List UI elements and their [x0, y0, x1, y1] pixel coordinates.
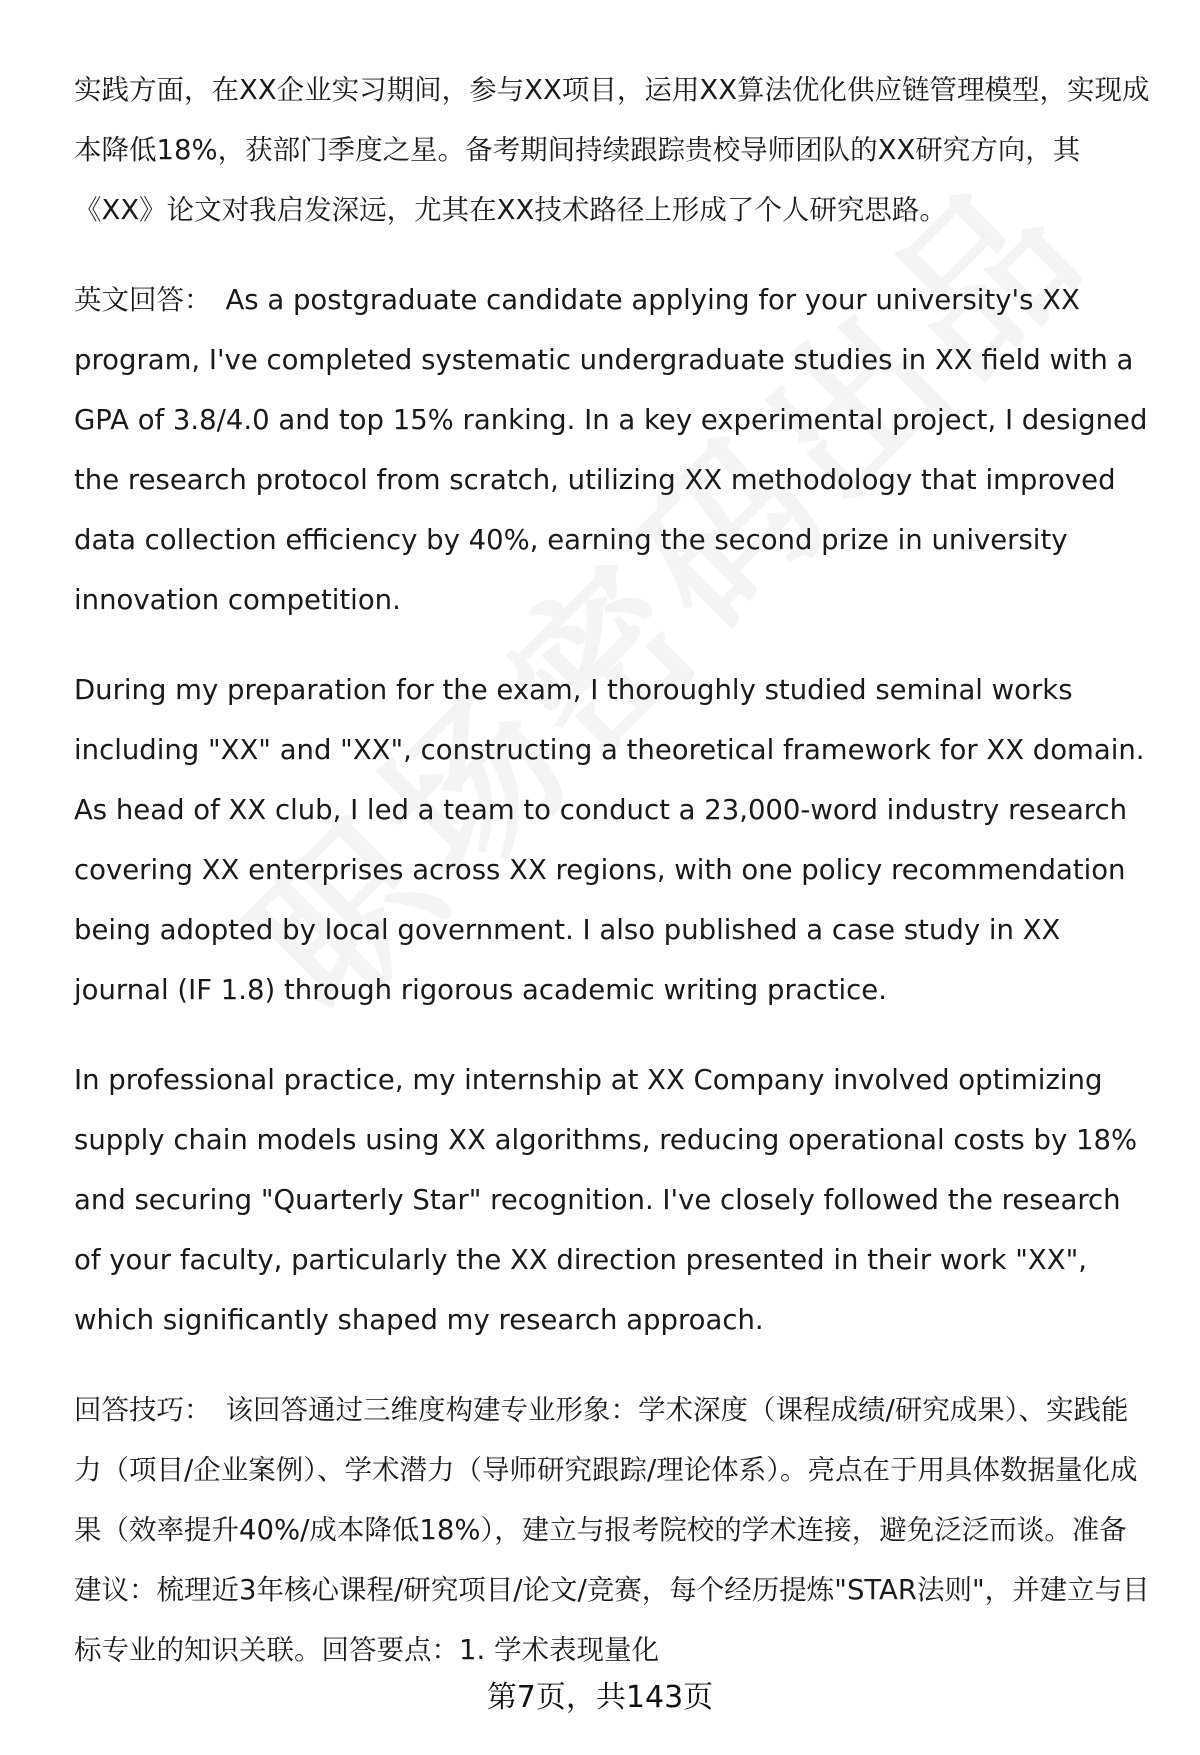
- paragraph-english-answer-3: [74, 1050, 1154, 1350]
- paragraph-english-answer-1: [74, 270, 1154, 630]
- page-number: 第7页，共143页: [486, 1680, 714, 1715]
- paragraph-english-answer-2: [74, 660, 1154, 1020]
- paragraph-text: 该回答通过三维度构建专业形象：学术深度（课程成绩/研究成果）、实践能力（项目/企业案例）、学术潜力（导师研究跟踪/理论体系）。亮点在于用具体数据量化成果（效率提升40%/成本降低18%），建立与报考院校的学术连接，避免泛泛而谈。准备建议：梳理近3年核心课程/研究项目/论文/竞赛，每个经历提炼"STAR法则"，并建立与目标专业的知识关联。回答要点：1. 学术表现量化: [74, 1394, 1150, 1666]
- paragraph-text: As a postgraduate candidate applying for your university's XX program, I've completed systematic undergraduate studies in XX field with a GPA of 3.8/4.0 and top 15% ranking. In a key experimental project, I designed the research protocol from scratch, utilizing XX methodology that improved data collection efficiency by 40%, earning the second prize in university innovation competition.: [74, 284, 1148, 616]
- paragraph-text: During my preparation for the exam, I thoroughly studied seminal works including "XX" and "XX", constructing a theoretical framework for XX domain. As head of XX club, I led a team to conduct a 23,000-word industry research covering XX enterprises across XX regions, with one policy recommendation being adopted by local government. I also published a case study in XX journal (IF 1.8) through rigorous academic writing practice.: [74, 674, 1145, 1006]
- paragraph-text: 实践方面，在XX企业实习期间，参与XX项目，运用XX算法优化供应链管理模型，实现成本降低18%，获部门季度之星。备考期间持续跟踪贵校导师团队的XX研究方向，其《XX》论文对我启发深远，尤其在XX技术路径上形成了个人研究思路。: [74, 74, 1150, 226]
- document-body: [74, 60, 1154, 1710]
- paragraph-practice-cn: [74, 60, 1154, 240]
- paragraph-text: In professional practice, my internship at XX Company involved optimizing supply chain models using XX algorithms, reducing operational costs by 18% and securing "Quarterly Star" recognition. I've closely followed the research of your faculty, particularly the XX direction presented in their work "XX", which significantly shaped my research approach.: [74, 1064, 1138, 1336]
- paragraph-answer-tips: [74, 1380, 1154, 1680]
- english-answer-label: 英文回答：: [74, 284, 212, 316]
- answer-tips-label: 回答技巧：: [74, 1394, 212, 1426]
